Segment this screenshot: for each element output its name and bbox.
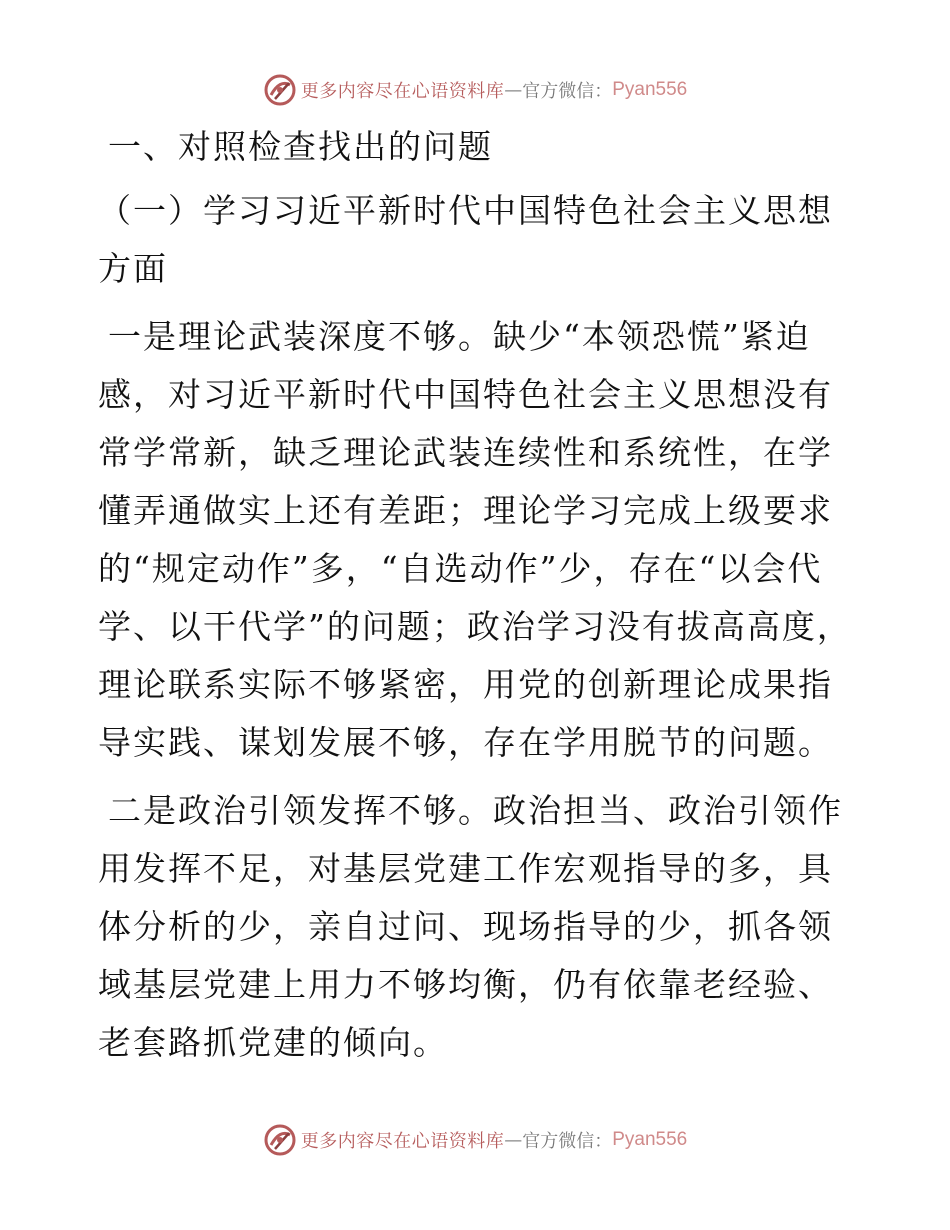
subsection-heading: （一）学习习近平新时代中国特色社会主义思想方面 — [98, 191, 833, 288]
brand-separator: — — [504, 1129, 523, 1151]
brand-logo-icon — [263, 73, 297, 107]
paragraph-1: 一是理论武装深度不够。缺少“本领恐慌”紧迫感，对习近平新时代中国特色社会主义思想没有常学常新，缺乏理论武装连续性和系统性，在学懂弄通做实上还有差距；理论学习完成上级要求的“规定动作”多，“自选动作”少，存在“以会代学、以干代学”的问题；政治学习没有拔高高度，理论联系实际不够紧密，用党的创新理论成果指导实践、谋划发展不够，存在学用脱节的问题。 — [98, 317, 852, 762]
footer-watermark — [0, 1120, 950, 1160]
document-body — [98, 118, 858, 1082]
section-heading: 一、对照检查找出的问题 — [108, 127, 493, 166]
wechat-label: 官方微信： — [522, 1131, 613, 1152]
header-watermark — [0, 70, 950, 110]
paragraph-2: 二是政治引领发挥不够。政治担当、政治引领作用发挥不足，对基层党建工作宏观指导的多，具体分析的少，亲自过问、现场指导的少，抓各领域基层党建上用力不够均衡，仍有依靠老经验、老套路抓党建的倾向。 — [98, 791, 843, 1062]
brand-text: 更多内容尽在心语资料库 — [300, 81, 505, 102]
brand-separator: — — [504, 79, 523, 101]
wechat-label: 官方微信： — [522, 81, 613, 102]
wechat-id: Pyan556 — [612, 79, 688, 100]
brand-logo-icon — [263, 1123, 297, 1157]
brand-text: 更多内容尽在心语资料库 — [300, 1131, 505, 1152]
wechat-id: Pyan556 — [612, 1129, 688, 1150]
